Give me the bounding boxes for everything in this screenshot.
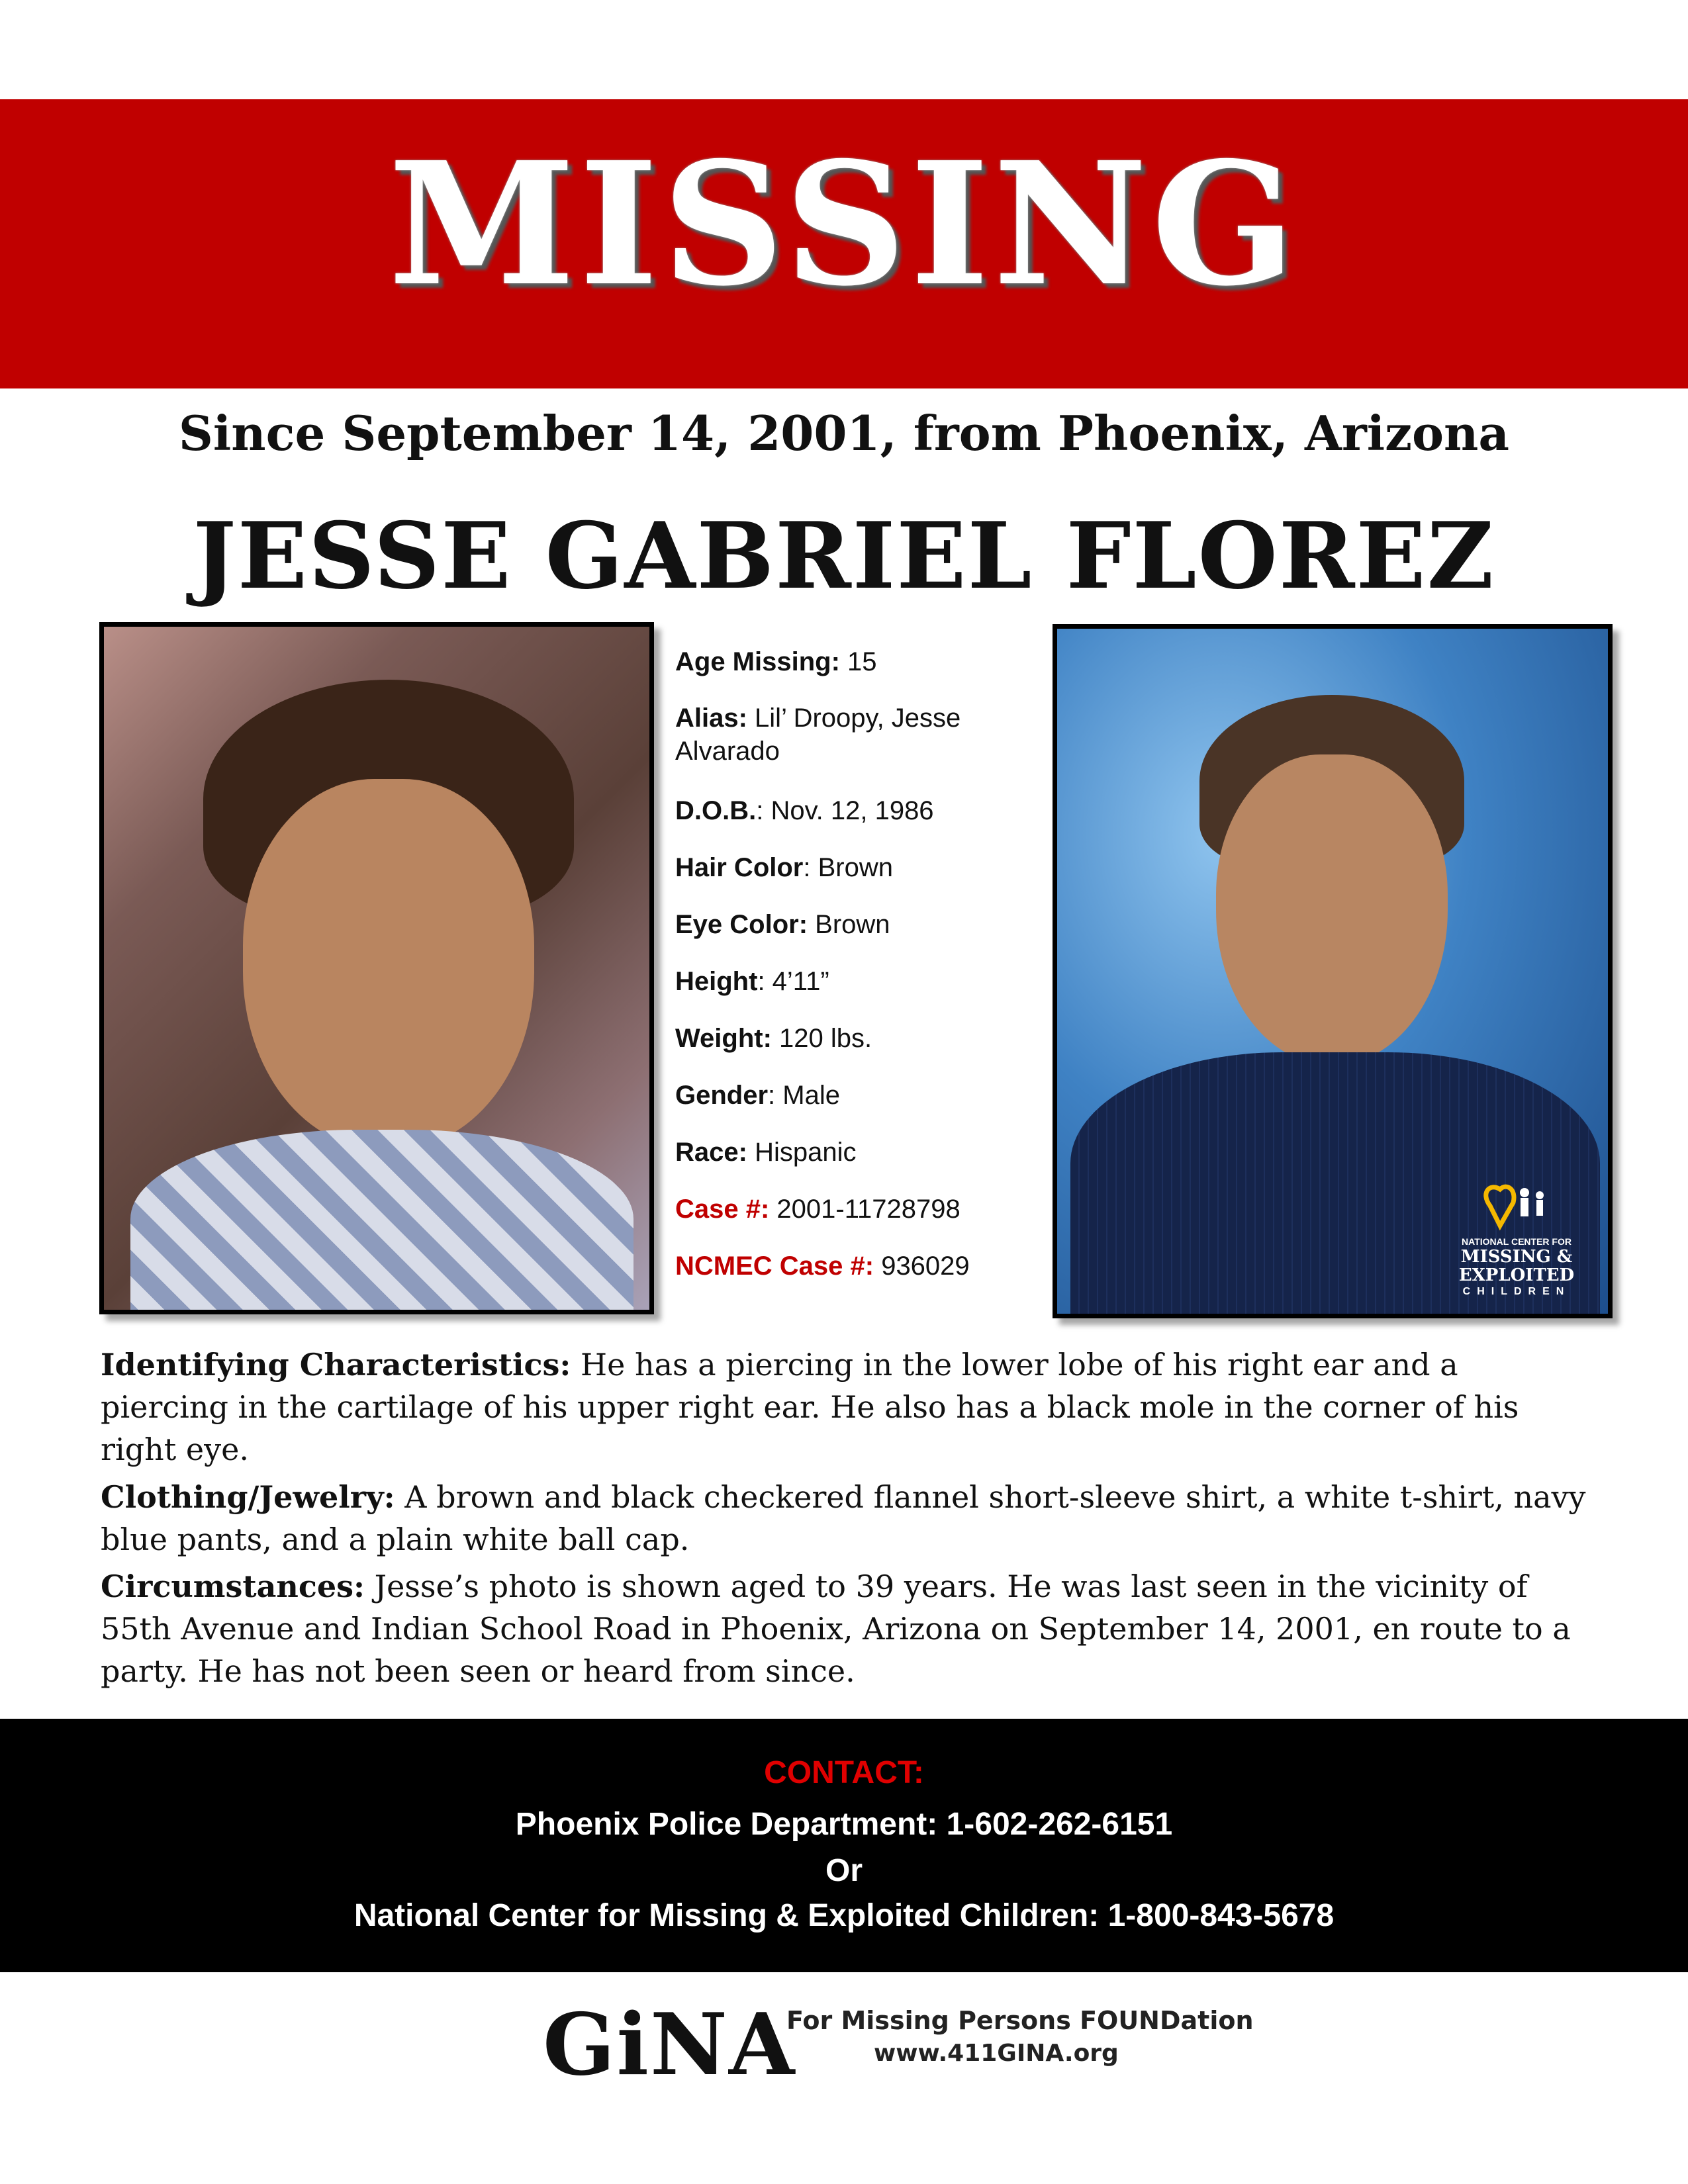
detail-label: D.O.B. — [675, 796, 757, 825]
detail-height — [675, 965, 1019, 998]
missing-since-line: Since September 14, 2001, from Phoenix, Arizona — [178, 405, 1510, 461]
ncmec-logo — [1444, 1179, 1589, 1299]
detail-value: 936029 — [874, 1251, 970, 1281]
detail-weight — [675, 1022, 1019, 1055]
detail-value: 120 lbs. — [771, 1024, 872, 1053]
childhood-photo-shirt — [130, 1130, 633, 1314]
contact-or: Or — [825, 1853, 863, 1888]
clothing-text: A brown and black checkered flannel short-sleeve shirt, a white t-shirt, navy blue pants, and a plain white ball cap. — [101, 1479, 1586, 1557]
detail-value: Hispanic — [747, 1138, 857, 1167]
detail-label: Height — [675, 967, 758, 996]
detail-label: Weight: — [675, 1024, 772, 1053]
detail-gender — [675, 1079, 1019, 1112]
detail-value: : Brown — [803, 853, 893, 882]
identifying-text: He has a piercing in the lower lobe of his right ear and a piercing in the cartilage of his upper right ear. He also has a black mole in the corner of his right eye. — [101, 1347, 1519, 1467]
contact-police-phone: Phoenix Police Department: 1-602-262-6151 — [515, 1807, 1173, 1842]
clothing-label: Clothing/Jewelry: — [101, 1479, 395, 1515]
detail-alias — [675, 702, 1019, 768]
circumstances-text: Jesse’s photo is shown aged to 39 years. He was last seen in the vicinity of 55th Avenue and Indian School Road in Phoenix, Arizona on September 14, 2001, en route to a party. He has not been seen or heard from since. — [101, 1569, 1571, 1689]
childhood-photo-face — [243, 779, 534, 1150]
ncmec-logo-line3: CHILDREN — [1462, 1286, 1571, 1297]
detail-label: Eye Color: — [675, 910, 808, 939]
detail-value: : Male — [768, 1081, 840, 1110]
detail-value: : 4’11” — [757, 967, 829, 996]
detail-value: Brown — [808, 910, 890, 939]
person-name: JESSE GABRIEL FLOREZ — [193, 502, 1495, 610]
detail-eye-color — [675, 908, 1019, 941]
detail-label: Age Missing: — [675, 647, 840, 676]
detail-label: Hair Color — [675, 853, 804, 882]
circumstances-label: Circumstances: — [101, 1569, 365, 1604]
detail-label: Case #: — [675, 1195, 770, 1224]
detail-ncmec-case-number — [675, 1250, 1019, 1283]
contact-section — [0, 1719, 1688, 1972]
ncmec-logo-line1: NATIONAL CENTER FOR — [1462, 1236, 1571, 1247]
gina-url: www.411GINA.org — [874, 2040, 1119, 2067]
detail-label: Gender — [675, 1081, 769, 1110]
ncmec-logo-line2: MISSING & EXPLOITED — [1458, 1247, 1575, 1285]
childhood-photo — [99, 622, 654, 1314]
contact-ncmec-phone: National Center for Missing & Exploited Children: 1-800-843-5678 — [353, 1898, 1335, 1933]
detail-race — [675, 1136, 1019, 1169]
identifying-label: Identifying Characteristics: — [101, 1347, 571, 1383]
circumstances — [101, 1565, 1590, 1692]
detail-value: 2001-11728798 — [769, 1195, 961, 1224]
age-progressed-photo — [1053, 624, 1613, 1318]
gina-tagline: For Missing Persons FOUNDation — [786, 2006, 1254, 2035]
ncmec-heart-icon — [1477, 1179, 1556, 1232]
age-progressed-photo-face — [1216, 754, 1448, 1066]
detail-hair-color — [675, 851, 1019, 884]
contact-heading: CONTACT: — [764, 1755, 924, 1790]
detail-label: Race: — [675, 1138, 747, 1167]
detail-value: 15 — [839, 647, 877, 676]
detail-dob — [675, 794, 1019, 827]
clothing-jewelry — [101, 1476, 1590, 1561]
detail-age-missing — [675, 645, 1019, 678]
missing-title: MISSING — [388, 126, 1300, 324]
detail-value: : Nov. 12, 1986 — [756, 796, 934, 825]
detail-value: Lil’ Droopy, Jesse Alvarado — [675, 704, 961, 766]
detail-label: Alias: — [675, 704, 747, 733]
detail-case-number — [675, 1193, 1019, 1226]
gina-logo: GiNA — [543, 1995, 796, 2095]
identifying-characteristics — [101, 1343, 1590, 1471]
detail-label: NCMEC Case #: — [675, 1251, 874, 1281]
